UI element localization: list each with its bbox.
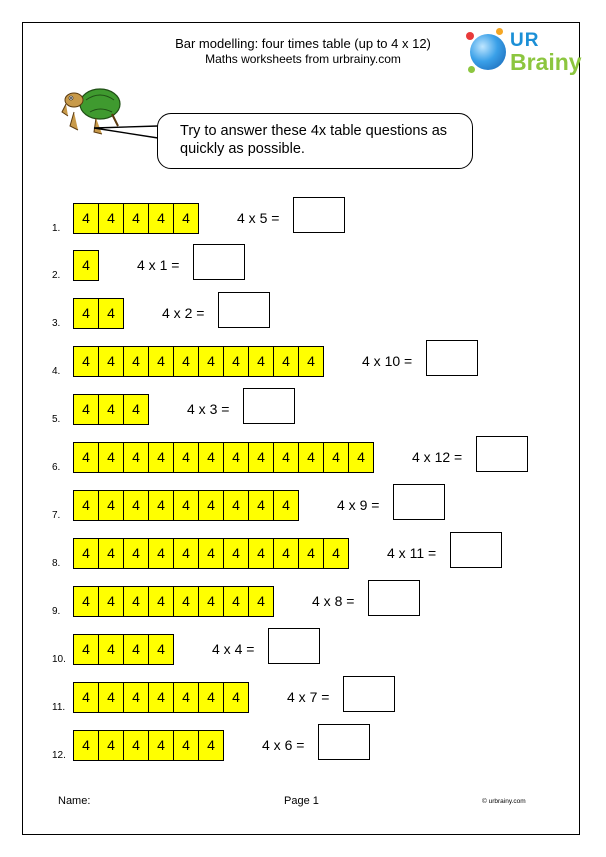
bar-cell: 4 [149, 443, 174, 472]
multiplication-expression: 4 x 10 = [362, 353, 413, 369]
bar-cell: 4 [74, 347, 99, 376]
multiplication-expression: 4 x 9 = [337, 497, 380, 513]
question-number: 3. [52, 318, 61, 329]
bar-model [73, 634, 174, 665]
bar-cell: 4 [274, 347, 299, 376]
bar-cell: 4 [174, 443, 199, 472]
bar-cell: 4 [149, 635, 173, 664]
bar-cell: 4 [149, 539, 174, 568]
bar-cell: 4 [174, 347, 199, 376]
multiplication-expression: 4 x 11 = [387, 545, 437, 561]
bar-cell: 4 [74, 443, 99, 472]
multiplication-expression: 4 x 7 = [287, 689, 330, 705]
answer-box[interactable] [343, 676, 395, 712]
copyright-text: © urbrainy.com [482, 798, 526, 805]
question-number: 12. [52, 750, 66, 761]
bar-cell: 4 [99, 299, 123, 328]
answer-box[interactable] [368, 580, 420, 616]
bar-cell: 4 [149, 683, 174, 712]
question-number: 1. [52, 223, 61, 234]
bar-cell: 4 [99, 347, 124, 376]
answer-box[interactable] [193, 244, 245, 280]
question-row [0, 730, 606, 770]
bar-model [73, 490, 299, 521]
answer-box[interactable] [426, 340, 478, 376]
bar-model [73, 682, 249, 713]
bar-cell: 4 [99, 635, 124, 664]
question-number: 7. [52, 510, 61, 521]
bar-model [73, 250, 99, 281]
bar-cell: 4 [149, 587, 174, 616]
bar-cell: 4 [174, 731, 199, 760]
question-row [0, 682, 606, 722]
question-row [0, 250, 606, 290]
multiplication-expression: 4 x 4 = [212, 641, 255, 657]
bar-cell: 4 [99, 587, 124, 616]
bar-cell: 4 [124, 539, 149, 568]
question-row [0, 394, 606, 434]
bar-cell: 4 [124, 587, 149, 616]
answer-box[interactable] [243, 388, 295, 424]
bar-cell: 4 [199, 731, 223, 760]
bar-cell: 4 [174, 683, 199, 712]
bar-model [73, 298, 124, 329]
bar-cell: 4 [224, 443, 249, 472]
orange-dot-icon [496, 28, 503, 35]
bar-model [73, 394, 149, 425]
bar-cell: 4 [99, 683, 124, 712]
bar-cell: 4 [74, 395, 99, 424]
answer-box[interactable] [450, 532, 502, 568]
bar-cell: 4 [199, 443, 224, 472]
bar-cell: 4 [74, 587, 99, 616]
instruction-text: Try to answer these 4x table questions as quickly as possible. [180, 123, 448, 157]
red-dot-icon [466, 32, 474, 40]
question-row [0, 203, 606, 243]
bar-cell: 4 [124, 204, 149, 233]
logo-brainy-text: Brainy [510, 49, 582, 75]
bar-cell: 4 [124, 731, 149, 760]
bar-cell: 4 [199, 539, 224, 568]
question-number: 5. [52, 414, 61, 425]
bar-cell: 4 [249, 539, 274, 568]
answer-box[interactable] [268, 628, 320, 664]
bar-cell: 4 [99, 204, 124, 233]
bar-cell: 4 [74, 491, 99, 520]
urbrainy-logo [466, 28, 582, 78]
bar-cell: 4 [324, 443, 349, 472]
bar-cell: 4 [174, 539, 199, 568]
bar-cell: 4 [149, 491, 174, 520]
globe-icon [470, 34, 506, 70]
question-number: 4. [52, 366, 61, 377]
answer-box[interactable] [318, 724, 370, 760]
bar-cell: 4 [299, 347, 323, 376]
answer-box[interactable] [293, 197, 345, 233]
multiplication-expression: 4 x 1 = [137, 257, 180, 273]
bar-cell: 4 [224, 683, 248, 712]
page-number: Page 1 [284, 795, 319, 807]
bar-cell: 4 [199, 587, 224, 616]
bar-model [73, 586, 274, 617]
question-number: 8. [52, 558, 61, 569]
page-title: Bar modelling: four times table (up to 4 x 12) [175, 36, 431, 51]
bar-cell: 4 [274, 539, 299, 568]
bar-cell: 4 [349, 443, 373, 472]
bar-model [73, 203, 199, 234]
bar-cell: 4 [149, 204, 174, 233]
bar-cell: 4 [74, 683, 99, 712]
bar-cell: 4 [174, 204, 198, 233]
bar-cell: 4 [99, 443, 124, 472]
logo-ur-text: UR [510, 30, 540, 51]
question-number: 9. [52, 606, 61, 617]
bar-model [73, 442, 374, 473]
name-label: Name: [58, 795, 91, 807]
multiplication-expression: 4 x 12 = [412, 449, 463, 465]
bar-cell: 4 [149, 731, 174, 760]
bar-cell: 4 [249, 347, 274, 376]
question-row [0, 442, 606, 482]
page-subtitle: Maths worksheets from urbrainy.com [205, 52, 401, 66]
question-number: 11. [52, 702, 66, 713]
bar-cell: 4 [74, 731, 99, 760]
bar-cell: 4 [274, 491, 298, 520]
bar-cell: 4 [124, 491, 149, 520]
green-dot-icon [468, 66, 475, 73]
bar-cell: 4 [124, 347, 149, 376]
bar-cell: 4 [249, 443, 274, 472]
question-row [0, 586, 606, 626]
multiplication-expression: 4 x 2 = [162, 305, 205, 321]
bar-cell: 4 [74, 251, 98, 280]
bar-cell: 4 [324, 539, 348, 568]
bar-cell: 4 [199, 683, 224, 712]
bar-cell: 4 [249, 587, 273, 616]
multiplication-expression: 4 x 5 = [237, 210, 280, 226]
question-number: 10. [52, 654, 66, 665]
bar-cell: 4 [224, 539, 249, 568]
bar-cell: 4 [99, 731, 124, 760]
bar-cell: 4 [74, 299, 99, 328]
bar-cell: 4 [199, 491, 224, 520]
bar-cell: 4 [149, 347, 174, 376]
bar-cell: 4 [124, 443, 149, 472]
multiplication-expression: 4 x 8 = [312, 593, 355, 609]
bar-cell: 4 [249, 491, 274, 520]
question-number: 6. [52, 462, 61, 473]
bar-cell: 4 [224, 587, 249, 616]
bar-cell: 4 [124, 395, 148, 424]
bar-cell: 4 [174, 587, 199, 616]
bar-model [73, 346, 324, 377]
question-row [0, 346, 606, 386]
bar-cell: 4 [99, 491, 124, 520]
bar-cell: 4 [74, 539, 99, 568]
question-number: 2. [52, 270, 61, 281]
question-row [0, 490, 606, 530]
question-row [0, 538, 606, 578]
bar-cell: 4 [99, 395, 124, 424]
bar-cell: 4 [274, 443, 299, 472]
answer-box[interactable] [476, 436, 528, 472]
bar-cell: 4 [299, 443, 324, 472]
answer-box[interactable] [393, 484, 445, 520]
bar-model [73, 730, 224, 761]
multiplication-expression: 4 x 6 = [262, 737, 305, 753]
bar-cell: 4 [124, 635, 149, 664]
bar-cell: 4 [124, 683, 149, 712]
question-row [0, 298, 606, 338]
bar-cell: 4 [99, 539, 124, 568]
answer-box[interactable] [218, 292, 270, 328]
bar-model [73, 538, 349, 569]
bar-cell: 4 [299, 539, 324, 568]
multiplication-expression: 4 x 3 = [187, 401, 230, 417]
bar-cell: 4 [74, 635, 99, 664]
bar-cell: 4 [199, 347, 224, 376]
bar-cell: 4 [74, 204, 99, 233]
bar-cell: 4 [224, 491, 249, 520]
question-row [0, 634, 606, 674]
bar-cell: 4 [224, 347, 249, 376]
bar-cell: 4 [174, 491, 199, 520]
